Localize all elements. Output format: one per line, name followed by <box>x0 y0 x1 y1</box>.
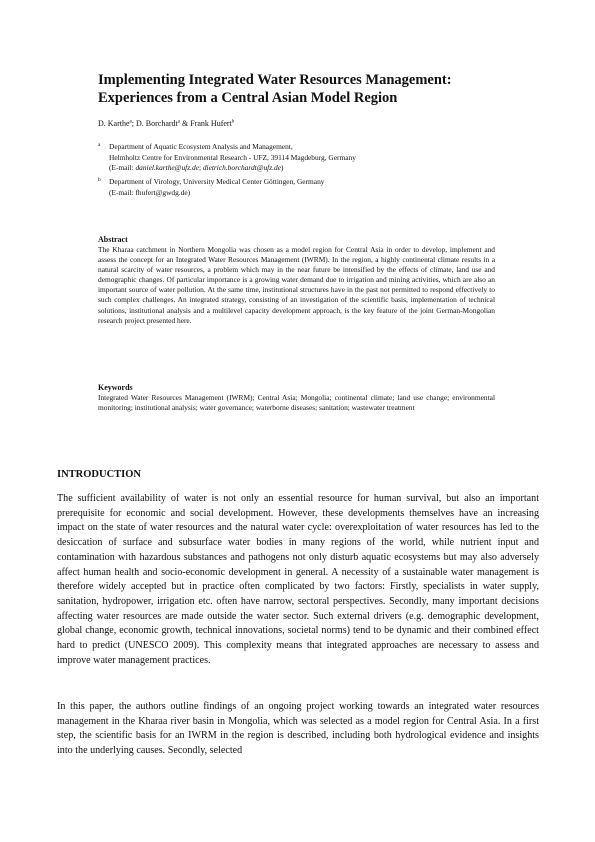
author-affiliation-marker: a <box>177 119 181 125</box>
author-affiliation-marker: b <box>231 119 235 125</box>
title-line-2: Experiences from a Central Asian Model Region <box>98 90 398 106</box>
author-name: D. Karthe <box>98 119 130 128</box>
title-line-1: Implementing Integrated Water Resources Management: <box>98 72 452 88</box>
email-address: daniel.karthe@ufz.de <box>135 163 199 172</box>
abstract-text: The Kharaa catchment in Northern Mongolia was chosen as a model region for Central Asia in order to develop, implement and assess the concept for an Integrated Water Resources Management (IWRM). In the region, a highly continental climate results in a natural scarcity of water resources, a problem which may in the near future be intensified by the effects of climate, land use and demographic changes. Of particular importance is a growing water demand due to irrigation and mining activities, which are also an important source of water pollution. At the same time, institutional structures have in the past not permitted to respond effectively to such complex challenges. An integrated strategy, consisting of an investigation of the scientific basis, implementation of technical solutions, institutional analysis and a multilevel capacity development approach, is the key feature of the joint German-Mongolian research project presented here. <box>98 245 495 325</box>
abstract-heading: Abstract <box>98 235 128 244</box>
keywords-text: Integrated Water Resources Management (IWRM); Central Asia; Mongolia; continental climate; land use change; environmental monitoring; institutional analysis; water governance; waterborne diseases; sanitation; wastewater treatment <box>98 393 495 413</box>
email-separator: ; <box>198 163 203 172</box>
author-name: D. Borchardt <box>136 119 178 128</box>
author-name: Frank Hufert <box>190 119 232 128</box>
author-separator: ; <box>131 119 137 128</box>
paper-title <box>98 71 518 107</box>
author-separator: & <box>180 119 191 128</box>
affiliation-symbol: a <box>98 142 101 148</box>
affiliation-email-line <box>98 163 356 174</box>
author-list <box>98 119 234 128</box>
email-address: dietrich.borchardt@ufz.de <box>202 163 281 172</box>
affiliation-line: Department of Aquatic Ecosystem Analysis and Management, <box>109 142 293 151</box>
keywords-heading: Keywords <box>98 383 133 392</box>
affiliation-b <box>98 177 324 198</box>
author-affiliation-marker: a <box>129 119 132 125</box>
affiliation-a <box>98 142 356 174</box>
introduction-paragraph: The sufficient availability of water is not only an essential resource for human survival, but also an important prerequisite for economic and social development. However, these developments themselves have an increasing impact on the state of water resources and the natural water cycle: overexploitation of water resources has led to the desiccation of surface and subsurface water bodies in many regions of the world, while nutrient input and contamination with hazardous substances and pathogens not only disturb aquatic ecosystems but may also adversely affect human health and socio-economic development in general. A necessity of a sustainable water management is therefore widely accepted but in practice often complicated by two factors: Firstly, specialists in water supply, sanitation, hydropower, irrigation etc. often have narrow, sectoral perspectives. Secondly, many important decisions affecting water resources are made outside the water sector. Such external drivers (e.g. demographic development, global change, economic growth, technical innovations, societal norms) tend to be dynamic and their combined effect hard to predict (UNESCO 2009). This complexity means that integrated approaches are necessary to assess and improve water management practices. <box>57 493 539 666</box>
affiliation-email-line: (E-mail: fhufert@gwdg.de) <box>109 187 191 197</box>
email-suffix: ) <box>280 163 284 172</box>
email-prefix: (E-mail: <box>109 163 136 172</box>
affiliation-symbol: b <box>98 177 101 183</box>
affiliation-line: Department of Virology, University Medical Center Göttingen, Germany <box>109 177 325 186</box>
affiliation-line: Helmholtz Centre for Environmental Research - UFZ, 39114 Magdeburg, Germany <box>109 152 356 162</box>
introduction-heading: INTRODUCTION <box>57 469 142 480</box>
introduction-paragraph: In this paper, the authors outline findings of an ongoing project working towards an integrated water resources management in the Kharaa river basin in Mongolia, which was selected as a model region for Central Asia. In a first step, the scientific basis for an IWRM in the region is described, including both hydrological evidence and insights into the underlying causes. Secondly, selected <box>57 701 539 757</box>
